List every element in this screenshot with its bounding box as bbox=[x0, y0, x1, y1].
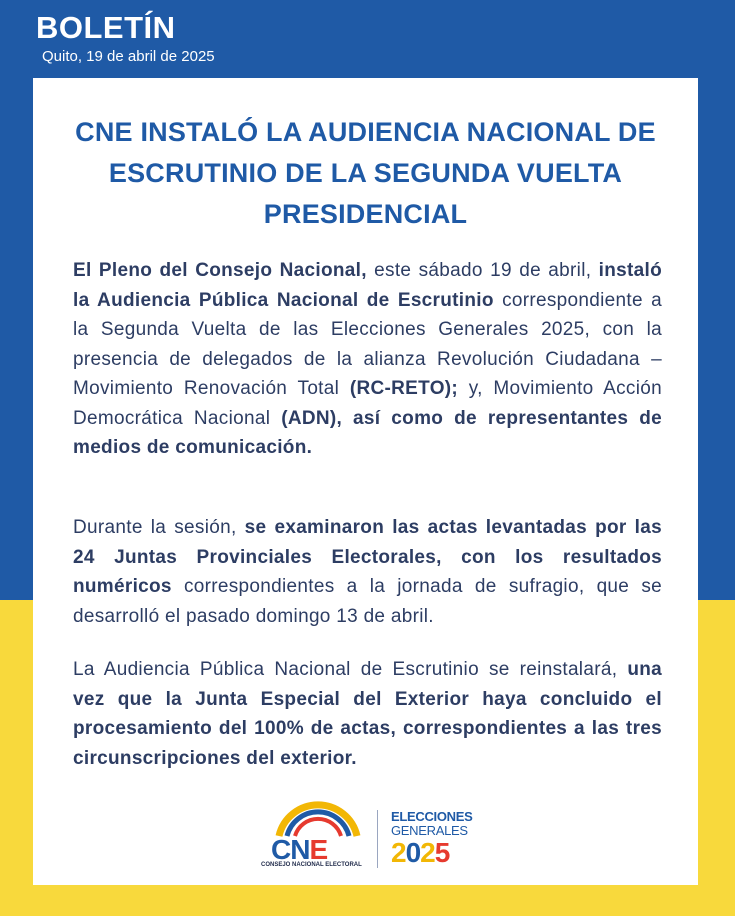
p1-segment-6: y, Movimiento Acción Democrática Nacional bbox=[73, 378, 662, 429]
p1-segment-5: (RC-RETO); bbox=[349, 378, 459, 399]
p2-segment-3: correspondientes a la jornada de sufragio, que se desarrolló el pasado domingo 13 de abril. bbox=[73, 576, 662, 627]
p2-segment-1: Durante la sesión, bbox=[73, 517, 245, 538]
p1-segment-3: instaló la Audiencia Pública Nacional de Escrutinio bbox=[73, 260, 662, 311]
year-digit-4: 5 bbox=[434, 837, 450, 868]
bulletin-date: Quito, 19 de abril de 2025 bbox=[42, 48, 215, 65]
headline bbox=[33, 112, 698, 235]
year-label bbox=[391, 838, 491, 868]
bulletin-card bbox=[33, 78, 698, 885]
cne-logo bbox=[261, 798, 371, 873]
cne-letter-c: C bbox=[271, 834, 291, 865]
elecciones-label: ELECCIONES bbox=[391, 809, 473, 824]
p1-segment-1: El Pleno del Consejo Nacional, bbox=[73, 260, 367, 281]
cne-letter-e: E bbox=[309, 834, 328, 865]
p3-segment-1: La Audiencia Pública Nacional de Escrutinio se reinstalará, bbox=[73, 659, 628, 680]
paragraph-2 bbox=[73, 513, 662, 631]
generales-label: GENERALES bbox=[391, 823, 468, 838]
cne-letter-n: N bbox=[290, 834, 310, 865]
p1-segment-7: (ADN), así como de representantes de medios de comunicación. bbox=[73, 407, 663, 458]
year-digit-1: 2 bbox=[391, 837, 406, 868]
logo-area bbox=[261, 798, 481, 873]
bulletin-title: BOLETÍN bbox=[36, 10, 176, 45]
year-digit-2: 0 bbox=[405, 837, 421, 868]
p1-segment-4: correspondiente a la Segunda Vuelta de las Elecciones Generales 2025, con la presencia de delegados de la alianza Revolución Ciudadana – Movimiento Renovación Total bbox=[73, 289, 662, 399]
p3-segment-2: una vez que la Junta Especial del Exterior haya concluido el procesamiento del 100% de actas, correspondientes a las tres circunscripciones del exterior. bbox=[73, 659, 662, 769]
headline-line-1: CNE INSTALÓ LA AUDIENCIA NACIONAL DE bbox=[75, 117, 656, 147]
p2-segment-2: se examinaron las actas levantadas por las 24 Juntas Provinciales Electorales, con los resultados numéricos bbox=[73, 517, 662, 597]
cne-full-name: CONSEJO NACIONAL ELECTORAL bbox=[261, 862, 362, 868]
paragraph-1 bbox=[73, 256, 662, 463]
paragraph-3 bbox=[73, 655, 662, 773]
year-digit-3: 2 bbox=[420, 837, 435, 868]
logo-divider bbox=[377, 810, 378, 868]
headline-line-2: ESCRUTINIO DE LA SEGUNDA VUELTA bbox=[108, 158, 623, 188]
elecciones-logo bbox=[391, 810, 491, 868]
headline-line-3: PRESIDENCIAL bbox=[263, 199, 468, 229]
p1-segment-2: este sábado 19 de abril, bbox=[366, 260, 599, 281]
cne-arc-icon bbox=[273, 798, 363, 838]
